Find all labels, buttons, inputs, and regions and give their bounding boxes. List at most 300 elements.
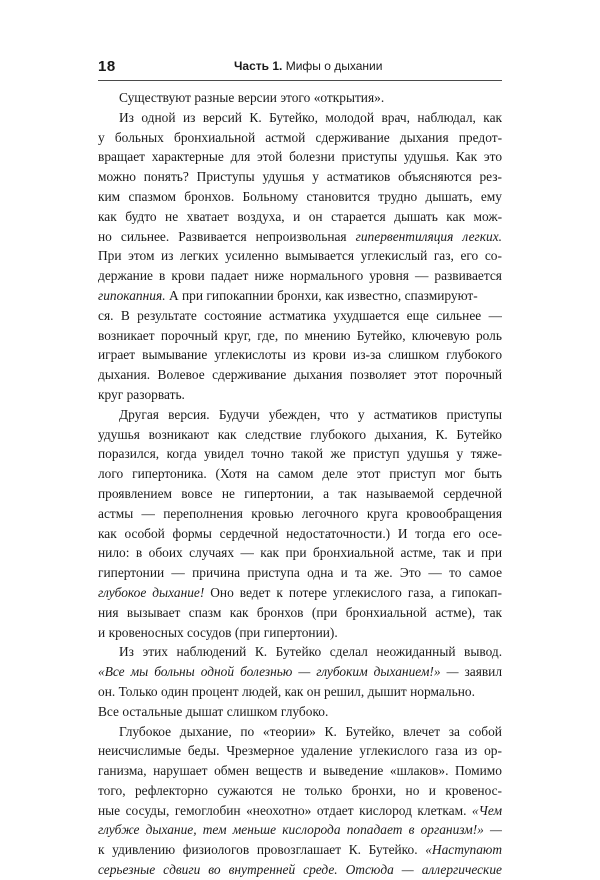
word: Все [98, 703, 119, 719]
word: приступ [389, 466, 436, 482]
word: легких. [462, 228, 502, 244]
word: как [98, 525, 117, 541]
word: — [401, 862, 414, 878]
word: — [240, 545, 254, 561]
word-gap [366, 425, 375, 445]
word: внутренней [228, 862, 296, 878]
word: и [428, 782, 436, 798]
word: Бутейко [456, 426, 502, 442]
part-label: Часть 1. [234, 59, 283, 73]
word: больных [114, 129, 164, 145]
word: Бутейко, [269, 109, 318, 125]
word: Глубокое [119, 723, 172, 739]
text-line [98, 464, 502, 484]
word: дыхание, [145, 822, 197, 838]
word-gap [316, 722, 325, 742]
word: у [357, 406, 365, 422]
text-line [98, 741, 502, 761]
word: дыхания, [374, 426, 427, 442]
word-gap [305, 128, 315, 148]
word-gap [436, 464, 445, 484]
word-gap [458, 741, 465, 761]
word-gap [337, 722, 346, 742]
word: мы [130, 664, 149, 680]
word: сильнее [436, 307, 482, 323]
word-gap [429, 306, 436, 326]
word: астме), [435, 604, 476, 620]
word: Из [119, 109, 134, 125]
word: спазмируют- [404, 287, 478, 303]
word-gap [383, 761, 390, 781]
word: кровью [251, 505, 294, 521]
word: бронхиальной [174, 129, 256, 145]
word-gap [178, 207, 186, 227]
word-gap [208, 781, 217, 801]
word: Помимо [455, 763, 502, 779]
word: еще [406, 307, 429, 323]
word: К. [435, 426, 448, 442]
word: К. [249, 109, 262, 125]
word-gap [365, 405, 374, 425]
word: объясняются [398, 169, 472, 185]
word-gap [235, 484, 244, 504]
word: Другая [119, 406, 159, 422]
word: выведение [322, 763, 384, 779]
word: влечет [403, 723, 441, 739]
word-gap [150, 365, 157, 385]
word: это [483, 149, 502, 165]
word: только [304, 782, 343, 798]
word: астмой [265, 129, 306, 145]
word: предот- [458, 129, 502, 145]
word: к [276, 584, 283, 600]
word: гипертоника. [132, 466, 207, 482]
text-line [98, 286, 502, 306]
word: — [488, 307, 502, 323]
word: самое [468, 565, 502, 581]
word: лого [98, 466, 124, 482]
text-line [98, 227, 502, 247]
word: бронхиальной [345, 604, 427, 620]
word-gap [219, 741, 226, 761]
word: приступа [247, 565, 300, 581]
word-gap [200, 860, 208, 880]
word: один [161, 683, 189, 699]
word: будто [125, 208, 157, 224]
word-gap [386, 207, 394, 227]
word: результате [137, 307, 197, 323]
text-line [98, 662, 502, 682]
word-gap [176, 108, 183, 128]
word: легочного [301, 505, 359, 521]
word: Больному [242, 188, 299, 204]
word: и [98, 624, 106, 640]
word: глубокого [310, 426, 367, 442]
word: — [446, 664, 459, 680]
word: дыхание! [152, 584, 205, 600]
word: известно, [347, 287, 402, 303]
word: можно [98, 169, 136, 185]
word-gap [456, 642, 465, 662]
word: нарушает [153, 763, 208, 779]
word-gap [175, 840, 183, 860]
word: углекислого [332, 584, 402, 600]
word: глубокого [446, 347, 502, 363]
word: удушья [262, 169, 305, 185]
word-gap [481, 306, 488, 326]
word: увидел [204, 446, 244, 462]
word: Это [399, 565, 422, 581]
text-line [98, 563, 502, 583]
word-gap [105, 128, 115, 148]
word-gap [335, 147, 342, 167]
word-gap [286, 365, 293, 385]
word-gap [349, 405, 358, 425]
word-gap [390, 167, 398, 187]
word-gap [157, 207, 165, 227]
word: за [448, 723, 460, 739]
word: непроизвольная [255, 228, 347, 244]
word: Приступы [196, 169, 255, 185]
word-gap [410, 108, 417, 128]
word: ся. [98, 307, 114, 323]
word-gap [390, 128, 400, 148]
word-gap [381, 345, 388, 365]
word: такой [291, 446, 324, 462]
word: глубоко. [280, 703, 329, 719]
word-gap [436, 781, 445, 801]
word: во [208, 862, 221, 878]
word: версий [202, 109, 242, 125]
word-gap [326, 306, 333, 326]
word-gap [465, 207, 473, 227]
word-gap [303, 603, 311, 623]
word: гипертонии). [263, 624, 338, 640]
word-gap [229, 207, 237, 227]
word: нормально. [410, 683, 475, 699]
word: вовсе [181, 485, 213, 501]
word-gap [306, 345, 313, 365]
word: газ, [433, 248, 454, 264]
word-gap [140, 425, 149, 445]
word: при [182, 287, 204, 303]
body-text [98, 88, 502, 880]
word-gap [380, 464, 389, 484]
word-gap [394, 722, 403, 742]
word: при [285, 545, 307, 561]
word: газа [435, 743, 458, 759]
word-gap [449, 444, 456, 464]
word: крови [171, 268, 205, 284]
word: наблюдений [176, 644, 247, 660]
word: — [428, 565, 442, 581]
word: болезнью [240, 664, 293, 680]
word: же. [374, 565, 393, 581]
word: же [330, 446, 346, 462]
word-gap [313, 464, 322, 484]
word-gap [342, 365, 349, 385]
word-gap [207, 345, 214, 365]
word: когда [166, 446, 197, 462]
word: в [408, 822, 415, 838]
word-gap [445, 524, 453, 544]
word: углекислый [360, 248, 428, 264]
word-gap [370, 187, 378, 207]
word-gap [333, 563, 340, 583]
word-gap [461, 563, 468, 583]
word-gap [418, 840, 426, 860]
word: сделал [329, 644, 368, 660]
word: среде. [303, 862, 338, 878]
word-gap [337, 603, 345, 623]
word-gap [155, 860, 163, 880]
word: «шлаков». [389, 763, 449, 779]
word: астматиков [326, 169, 391, 185]
word-gap [471, 524, 479, 544]
word: усиленно [225, 248, 279, 264]
text-line [98, 246, 502, 266]
word: Волевое [157, 367, 205, 383]
word-gap [133, 504, 141, 524]
word: мож- [473, 208, 502, 224]
word-gap [221, 603, 229, 623]
word-gap [476, 108, 483, 128]
word: к [98, 842, 105, 858]
word: Бутейко [275, 644, 322, 660]
text-line [98, 484, 502, 504]
word-gap [236, 425, 245, 445]
word: вымывается [285, 248, 355, 264]
word-gap [347, 227, 356, 247]
word: меньше [232, 822, 277, 838]
word: так [483, 604, 502, 620]
word-gap [159, 444, 166, 464]
word-gap [176, 187, 184, 207]
word: заявил [464, 664, 502, 680]
word: одной [141, 109, 176, 125]
word: сосуды, [125, 802, 170, 818]
word-gap [117, 207, 125, 227]
word: сосудов [187, 624, 232, 640]
word: сильнее. [120, 228, 170, 244]
word: — [141, 505, 155, 521]
word: обмен [214, 763, 250, 779]
word: при [480, 545, 502, 561]
word-gap [396, 781, 405, 801]
word-gap [295, 781, 304, 801]
word: кровеносных [108, 624, 184, 640]
word-gap [255, 128, 265, 148]
word-gap [346, 444, 353, 464]
word-gap [417, 187, 425, 207]
word-gap [136, 167, 144, 187]
word: в [135, 545, 143, 561]
text-line [98, 583, 502, 603]
word-gap [254, 722, 263, 742]
word-gap [240, 563, 247, 583]
word: ведет [239, 584, 271, 600]
word: кислорода [282, 822, 341, 838]
word-gap [304, 167, 312, 187]
word-gap [197, 444, 204, 464]
text-line [98, 761, 502, 781]
word: трудно [378, 188, 418, 204]
word: Как [455, 149, 478, 165]
word: серьезные [98, 862, 156, 878]
text-line [98, 187, 502, 207]
word-gap [250, 147, 257, 167]
word: гипокапния. [98, 287, 166, 303]
word-gap [164, 128, 174, 148]
word: «теории» [262, 723, 316, 739]
word: легких [180, 248, 219, 264]
text-line [98, 266, 502, 286]
word: этой [257, 149, 283, 165]
word: веществ [255, 763, 303, 779]
word: и [293, 208, 301, 224]
word: как [446, 208, 466, 224]
word: ключевую [411, 327, 470, 343]
text-line [98, 365, 502, 385]
word: Бутейко, [356, 327, 406, 343]
text-line [98, 623, 502, 643]
text-line [98, 108, 502, 128]
word-gap [262, 306, 269, 326]
word: и [467, 545, 475, 561]
text-line [98, 306, 502, 326]
text-line [98, 781, 502, 801]
text-line [98, 722, 502, 742]
word-gap [414, 860, 422, 880]
word: мнению [304, 327, 351, 343]
word: молодой [325, 109, 375, 125]
word: крови [312, 347, 347, 363]
word: А [168, 287, 179, 303]
word: деле [322, 466, 348, 482]
word: Бутейко. [368, 842, 418, 858]
word: потере [288, 584, 327, 600]
word: он [308, 208, 323, 224]
word-gap [438, 207, 446, 227]
text-line [98, 860, 502, 880]
word: называемой [366, 485, 434, 501]
word-gap [408, 524, 416, 544]
word-gap [197, 306, 204, 326]
word: бронхи, [351, 782, 397, 798]
word-gap [359, 504, 367, 524]
word: ные [98, 802, 121, 818]
word-gap [247, 227, 256, 247]
page-number: 18 [98, 58, 116, 75]
word: сдерживание [315, 129, 390, 145]
word-gap [342, 781, 351, 801]
word: астме, [400, 545, 437, 561]
word-gap [320, 405, 329, 425]
word: неисчислимые [98, 743, 182, 759]
word: не [165, 208, 179, 224]
text-line [98, 128, 502, 148]
text-line [98, 167, 502, 187]
word: ганизма, [98, 763, 147, 779]
word-gap [130, 306, 137, 326]
word-gap [105, 840, 113, 860]
word-gap [221, 860, 229, 880]
word-gap [438, 365, 445, 385]
word: версии [237, 90, 277, 105]
word: так [338, 485, 357, 501]
word: людей, [241, 683, 282, 699]
word: собой [468, 723, 502, 739]
word: причина [192, 565, 241, 581]
word: где, [257, 327, 279, 343]
word: воздуха, [237, 208, 285, 224]
word-gap [295, 860, 303, 880]
word-gap [207, 464, 216, 484]
word-gap [314, 484, 323, 504]
word-gap [449, 128, 459, 148]
word: Существуют [119, 90, 191, 105]
text-line [98, 88, 502, 108]
word: как [260, 545, 280, 561]
word-gap [120, 187, 128, 207]
word-gap [135, 345, 142, 365]
word: удушья [407, 446, 449, 462]
word: Бутейко, [345, 723, 395, 739]
word: глубже [98, 822, 140, 838]
word: формы [172, 525, 212, 541]
word: (при [311, 604, 338, 620]
text-line [98, 820, 502, 840]
word: бронхиальной [312, 545, 395, 561]
word: Развивается [178, 228, 247, 244]
word: этих [142, 644, 168, 660]
text-line [98, 504, 502, 524]
text-line [98, 702, 502, 722]
word: круг, [224, 327, 252, 343]
word-gap [210, 405, 219, 425]
word: гипервентиляция [355, 228, 454, 244]
word: со- [484, 248, 502, 264]
word: углекислоты [214, 347, 287, 363]
word: наблюдал, [417, 109, 476, 125]
word-gap [126, 781, 135, 801]
word: разорвать. [126, 386, 185, 402]
word-gap [448, 761, 455, 781]
word: слишком [226, 703, 278, 719]
word-gap [259, 405, 268, 425]
word: убежден, [268, 406, 321, 422]
word: астмы [98, 505, 134, 521]
word-gap [303, 761, 310, 781]
word-gap [113, 306, 120, 326]
word: слишком [388, 347, 440, 363]
word: болезни [289, 149, 335, 165]
word-gap [278, 524, 286, 544]
word: так [442, 545, 461, 561]
word: клеткам. [417, 802, 467, 818]
word: одна [307, 565, 334, 581]
word: Оно [210, 584, 234, 600]
word: ким [98, 188, 121, 204]
word: как [98, 208, 117, 224]
word-gap [397, 147, 404, 167]
text-line [98, 801, 502, 821]
word: как [284, 683, 304, 699]
word: гемоглобин [174, 802, 241, 818]
word: нило: [98, 545, 130, 561]
word-gap [318, 108, 325, 128]
word-gap [282, 147, 289, 167]
